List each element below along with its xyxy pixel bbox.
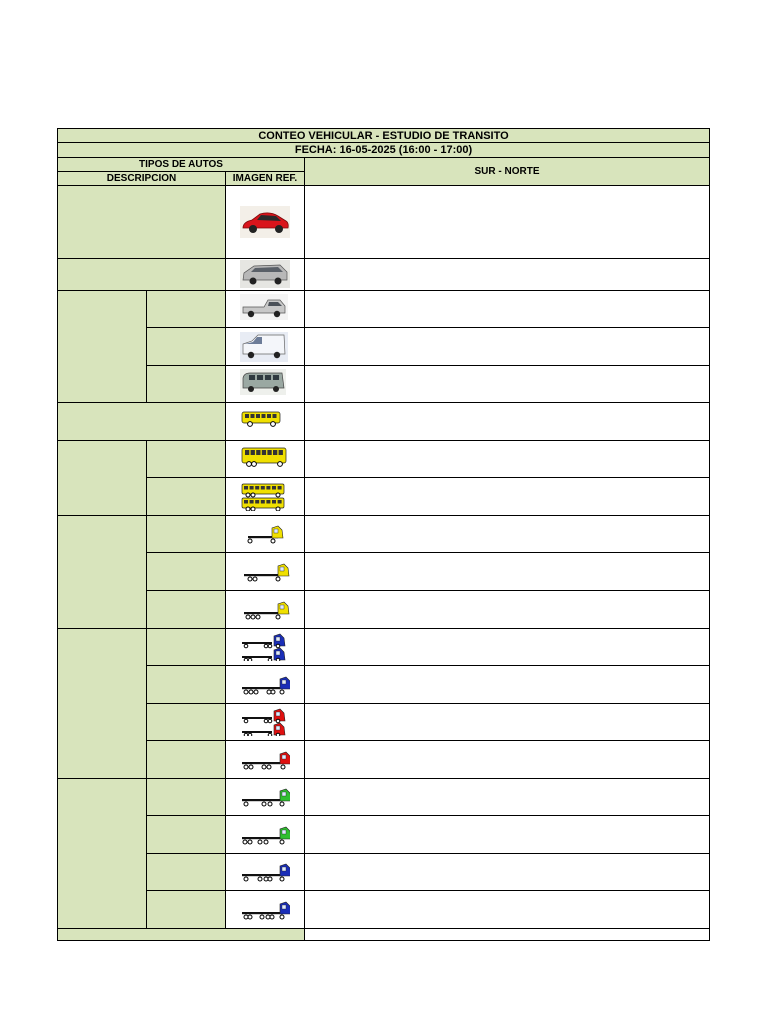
count-cell[interactable] <box>304 327 710 366</box>
description-cell <box>57 628 147 779</box>
description-header: DESCRIPCION <box>57 171 226 186</box>
count-cell[interactable] <box>304 665 710 704</box>
subtype-cell <box>146 740 226 779</box>
subtype-cell <box>146 890 226 929</box>
count-cell[interactable] <box>304 515 710 553</box>
count-cell[interactable] <box>304 815 710 854</box>
subtype-cell <box>146 815 226 854</box>
semitrailer-t3s2-icon <box>240 746 290 774</box>
subtype-cell <box>146 665 226 704</box>
count-cell[interactable] <box>304 628 710 666</box>
trailer-c3r2-icon <box>240 858 290 886</box>
traffic-count-sheet <box>57 128 710 941</box>
direction-header: SUR - NORTE <box>304 157 710 186</box>
count-cell[interactable] <box>304 740 710 779</box>
count-cell[interactable] <box>304 778 710 816</box>
truck-4-axle-icon <box>240 596 290 624</box>
trailer-c3r3-icon <box>240 896 290 924</box>
semitrailer-t3s3-icon <box>240 671 290 699</box>
description-cell <box>57 778 147 929</box>
subtype-cell <box>146 365 226 403</box>
description-cell <box>57 258 226 291</box>
subtype-cell <box>146 853 226 891</box>
pickup-truck-icon <box>240 294 290 324</box>
subtype-cell <box>146 290 226 328</box>
count-cell[interactable] <box>304 890 710 929</box>
count-cell[interactable] <box>304 853 710 891</box>
semitrailer-t2s2-icon <box>240 708 290 736</box>
panel-van-icon <box>240 332 290 362</box>
count-cell[interactable] <box>304 928 710 941</box>
subtype-cell <box>146 440 226 478</box>
count-cell[interactable] <box>304 185 710 259</box>
red-sports-car-icon <box>240 206 290 238</box>
bus-icon <box>240 408 290 436</box>
count-cell[interactable] <box>304 590 710 629</box>
subtype-cell <box>146 590 226 629</box>
subtype-cell <box>146 515 226 553</box>
date-line: FECHA: 16-05-2025 (16:00 - 17:00) <box>57 142 710 158</box>
footer-cell <box>57 928 305 941</box>
count-cell[interactable] <box>304 402 710 441</box>
count-cell[interactable] <box>304 703 710 741</box>
truck-2-axle-icon <box>240 520 290 548</box>
subtype-cell <box>146 327 226 366</box>
large-bus-icon <box>240 445 290 473</box>
subtype-cell <box>146 703 226 741</box>
truck-3-axle-icon <box>240 558 290 586</box>
description-cell <box>57 185 226 259</box>
description-cell <box>57 515 147 629</box>
trailer-c2r3-icon <box>240 821 290 849</box>
subtype-cell <box>146 552 226 591</box>
station-wagon-icon <box>240 260 290 290</box>
count-cell[interactable] <box>304 552 710 591</box>
count-cell[interactable] <box>304 290 710 328</box>
description-cell <box>57 290 147 403</box>
description-cell <box>57 440 147 516</box>
articulated-buses-icon <box>240 483 290 511</box>
subtype-cell <box>146 778 226 816</box>
count-cell[interactable] <box>304 258 710 291</box>
subtype-cell <box>146 628 226 666</box>
description-cell <box>57 402 226 441</box>
minibus-icon <box>240 369 290 399</box>
count-cell[interactable] <box>304 440 710 478</box>
image-ref-header: IMAGEN REF. <box>225 171 305 186</box>
subtype-cell <box>146 477 226 516</box>
count-cell[interactable] <box>304 477 710 516</box>
count-cell[interactable] <box>304 365 710 403</box>
semitrailer-t2s1-icon <box>240 633 290 661</box>
trailer-c2r2-icon <box>240 783 290 811</box>
sheet-title: CONTEO VEHICULAR - ESTUDIO DE TRANSITO <box>57 128 710 143</box>
vehicle-types-header: TIPOS DE AUTOS <box>57 157 305 172</box>
